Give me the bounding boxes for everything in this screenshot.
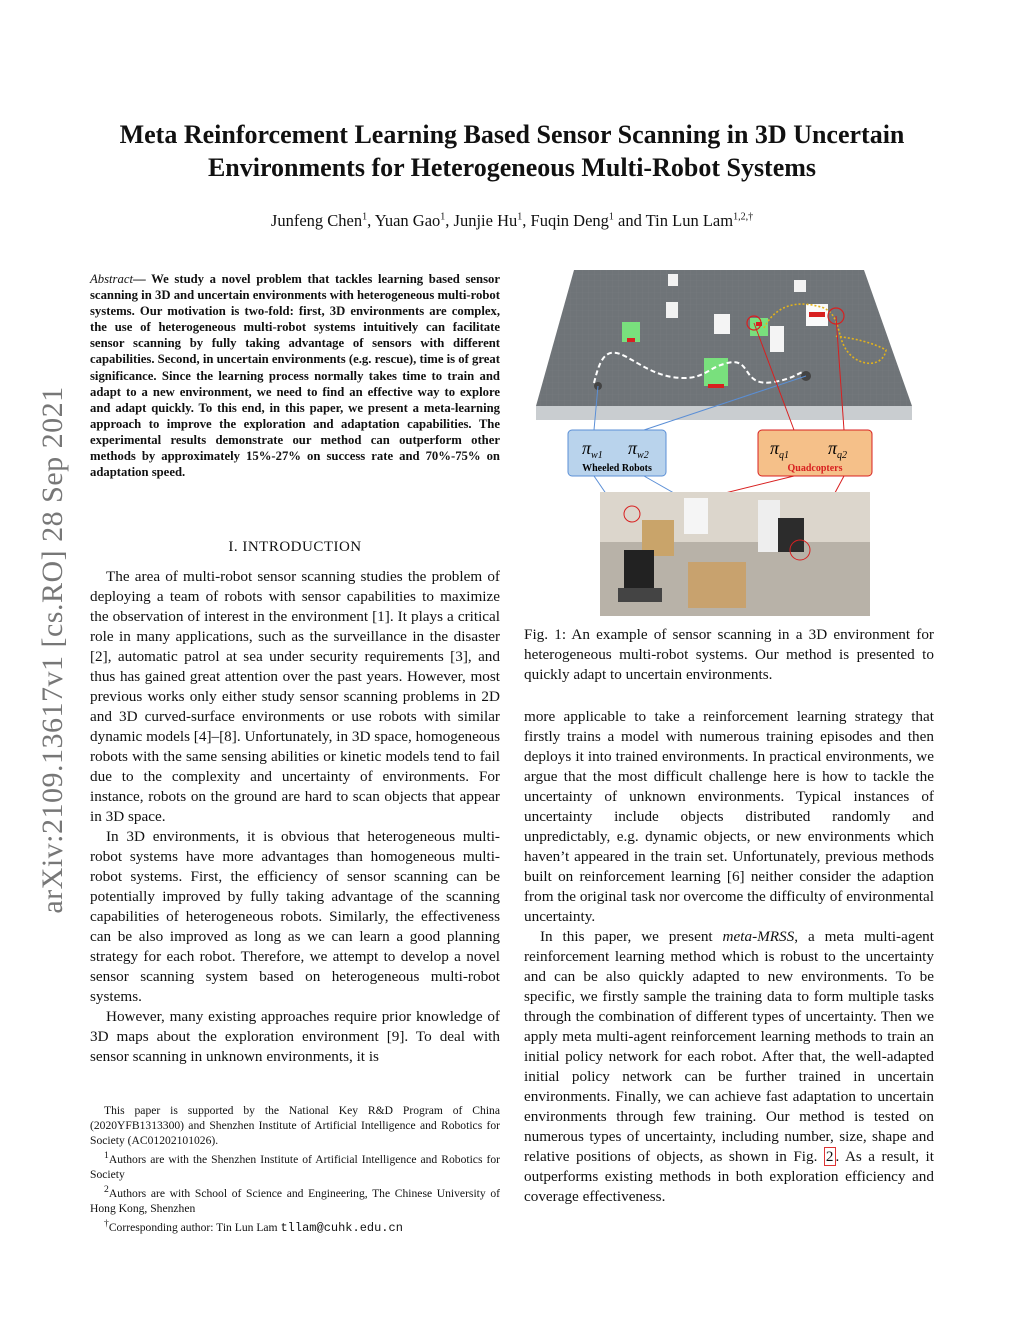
author-4: Fuqin Deng <box>530 211 609 230</box>
abstract-label: Abstract <box>90 272 133 286</box>
arxiv-identifier: arXiv:2109.13617v1 [cs.RO] 28 Sep 2021 <box>36 386 69 914</box>
intro-paragraph-5 <box>524 927 934 1207</box>
author-1-affil: 1 <box>362 211 368 223</box>
footnote-corresponding <box>90 1216 500 1236</box>
real-robots-photo <box>600 492 870 616</box>
simulation-scene <box>536 270 912 420</box>
footnote-affil-1 <box>90 1148 500 1182</box>
paper-title <box>60 118 964 184</box>
scene-box <box>794 280 806 292</box>
p5-text-c: . As a result, it outperforms existing methods in both exploration efficiency and coverage effectiveness. <box>524 1148 934 1205</box>
intro-right-column <box>524 707 934 1207</box>
figure-1 <box>534 268 924 618</box>
footnote-corresponding-text: Corresponding author: Tin Lun Lam <box>108 1220 281 1234</box>
arxiv-sidebar <box>28 355 78 945</box>
pi-w2: $\pi_{w2}$ <box>628 438 649 461</box>
scene-box <box>668 274 678 286</box>
figure-2-link[interactable]: 2 <box>825 1148 834 1165</box>
abstract-dash: — <box>133 272 152 286</box>
footnote-affil-1-mark: 1 <box>104 1150 109 1161</box>
corresponding-email[interactable]: tllam@cuhk.edu.cn <box>280 1220 403 1235</box>
footnote-corresponding-mark: † <box>104 1217 109 1229</box>
author-3: Junjie Hu <box>453 211 518 230</box>
author-sep: , <box>367 211 375 230</box>
footnotes <box>90 1103 500 1236</box>
section-heading-introduction: I. INTRODUCTION <box>228 539 362 555</box>
title-line-1: Meta Reinforcement Learning Based Sensor Scanning in 3D Uncertain <box>119 120 905 149</box>
abstract <box>90 271 500 480</box>
wheeled-robots-box <box>568 430 666 476</box>
abstract-text: We study a novel problem that tackles learning based sensor scanning in 3D and uncertain environments with heterogeneous multi-robot systems. Our motivation is two-fold: first, 3D environments are complex, the use of heterogeneous multi-robot systems intuitively can facilitate sensor scanning by fully taking advantage of sensors with different capabilities. Second, in uncertain environments (e.g. rescue), time is of great significance. Since the learning process normally takes time to train and adapt to a new environment, we need to find an effective way to explore and adapt quickly. To this end, in this paper, we present a meta-learning approach to improve the exploration and adaptation capabilities. The experimental results demonstrate our method can outperform other methods by approximately 15%-27% on success rate and 70%-75% on adaptation speed. <box>90 272 500 480</box>
author-and: and <box>613 211 646 230</box>
intro-paragraph-1: The area of multi-robot sensor scanning studies the problem of deploying a team of robots with sensor capabilities to maximize the observation of interest in the environment [1]. It plays a critical role in many applications, such as the surveillance in the disaster [2], automatic patrol at sea under security requirements [3], and thus has gained great attention over the past years. However, most previous works only either study sensor scanning problems in 2D and 3D curved-surface environments or use robots with similar dynamic models [4]–[8]. Unfortunately, in 3D space, homogeneous robots with the same sensing abilities or kinetic models tend to fail due to the complexity and uncertainty of environments. For instance, robots on the ground are hard to scan objects that appear in 3D space. <box>90 568 500 825</box>
scene-floor-edge <box>536 406 912 420</box>
scene-box <box>714 314 730 334</box>
author-1: Junfeng Chen <box>270 211 363 230</box>
footnote-affil-2-mark: 2 <box>104 1183 109 1195</box>
author-2-affil: 1 <box>440 211 446 223</box>
scene-box <box>770 326 784 352</box>
target-mark <box>708 384 724 388</box>
scene-box <box>666 302 678 318</box>
author-5-affil: 1,2,† <box>733 211 754 223</box>
p5-text-a: In this paper, we present <box>540 928 723 945</box>
wheeled-robots-label: Wheeled Robots <box>582 463 652 474</box>
intro-left-column <box>90 567 500 1067</box>
method-name: meta-MRSS <box>722 928 795 945</box>
pi-q1: $\pi_{q1}$ <box>770 438 790 461</box>
footnote-affil-2 <box>90 1182 500 1216</box>
author-2: Yuan Gao <box>374 211 441 230</box>
author-sep: , <box>445 211 454 230</box>
target-mark <box>809 312 825 317</box>
intro-paragraph-4: more applicable to take a reinforcement learning strategy that firstly trains a model with numerous training episodes and then deploys it into trained environments. In practical environments, we argue that the most difficult challenge here is how to tackle the uncertainty of unknown environments. Typical instances of uncertainty include objects distributed randomly and unpredictably, e.g. dynamic objects, or new environments which haven’t appeared in the train set. Unfortunately, previous methods built on reinforcement learning [6] neither consider the adaption from the original task nor overcome the difficulty of environmental uncertainty. <box>524 708 934 925</box>
footnote-affil-2-text: Authors are with School of Science and Engineering, The Chinese University of Hong Kong, Shenzhen <box>90 1186 500 1215</box>
intro-paragraph-2: In 3D environments, it is obvious that heterogeneous multi-robot systems have more advantages than homogeneous multi-robot systems. First, the efficiency of sensor scanning can be potentially improved by fully taking advantage of the scanning capabilities of heterogeneous robots. Similarly, the effectiveness can be also improved as long as we can learn a good planning strategy for each robot. Therefore, we attempt to develop a novel sensor scanning system based on heterogeneous multi-robot systems. <box>90 828 500 1005</box>
author-4-affil: 1 <box>608 211 614 223</box>
footnote-funding: This paper is supported by the National Key R&D Program of China (2020YFB1313300) and Shenzhen Institute of Artificial Intelligence and Robotics for Society (AC01202101026). <box>90 1104 500 1147</box>
author-3-affil: 1 <box>517 211 523 223</box>
author-list <box>60 211 964 231</box>
p5-text-b: , a meta multi-agent reinforcement learning method which is robust to the uncertainty and can be also quickly adapted to new environments. To be specific, we firstly sample the training data to form multiple tasks through the combination of different types of uncertainty. Then we apply meta multi-agent reinforcement learning methods to train an initial policy network for each robot. After that, the well-adapted initial policy network can be further trained in uncertain environments. Finally, we can achieve fast adaptation to uncertain environments through few training. Our method is tested on numerous types of uncertainty, including number, size, shape and relative positions of objects, as shown in Fig. <box>524 928 934 1165</box>
pi-w1: $\pi_{w1}$ <box>582 438 603 461</box>
title-line-2: Environments for Heterogeneous Multi-Robot Systems <box>207 153 817 182</box>
target-mark <box>627 338 635 342</box>
quadcopters-label: Quadcopters <box>787 463 843 474</box>
author-5: Tin Lun Lam <box>645 211 734 230</box>
quadcopters-box <box>758 430 872 476</box>
pi-q2: $\pi_{q2}$ <box>828 438 848 461</box>
intro-paragraph-3: However, many existing approaches require prior knowledge of 3D maps about the exploration environment [9]. To deal with sensor scanning in unknown environments, it is <box>90 1008 500 1065</box>
footnote-affil-1-text: Authors are with the Shenzhen Institute of Artificial Intelligence and Robotics for Society <box>90 1152 500 1181</box>
figure-1-caption: Fig. 1: An example of sensor scanning in a 3D environment for heterogeneous multi-robot systems. Our method is presented to quickly adapt to uncertain environments. <box>524 626 934 683</box>
author-sep: , <box>522 211 531 230</box>
